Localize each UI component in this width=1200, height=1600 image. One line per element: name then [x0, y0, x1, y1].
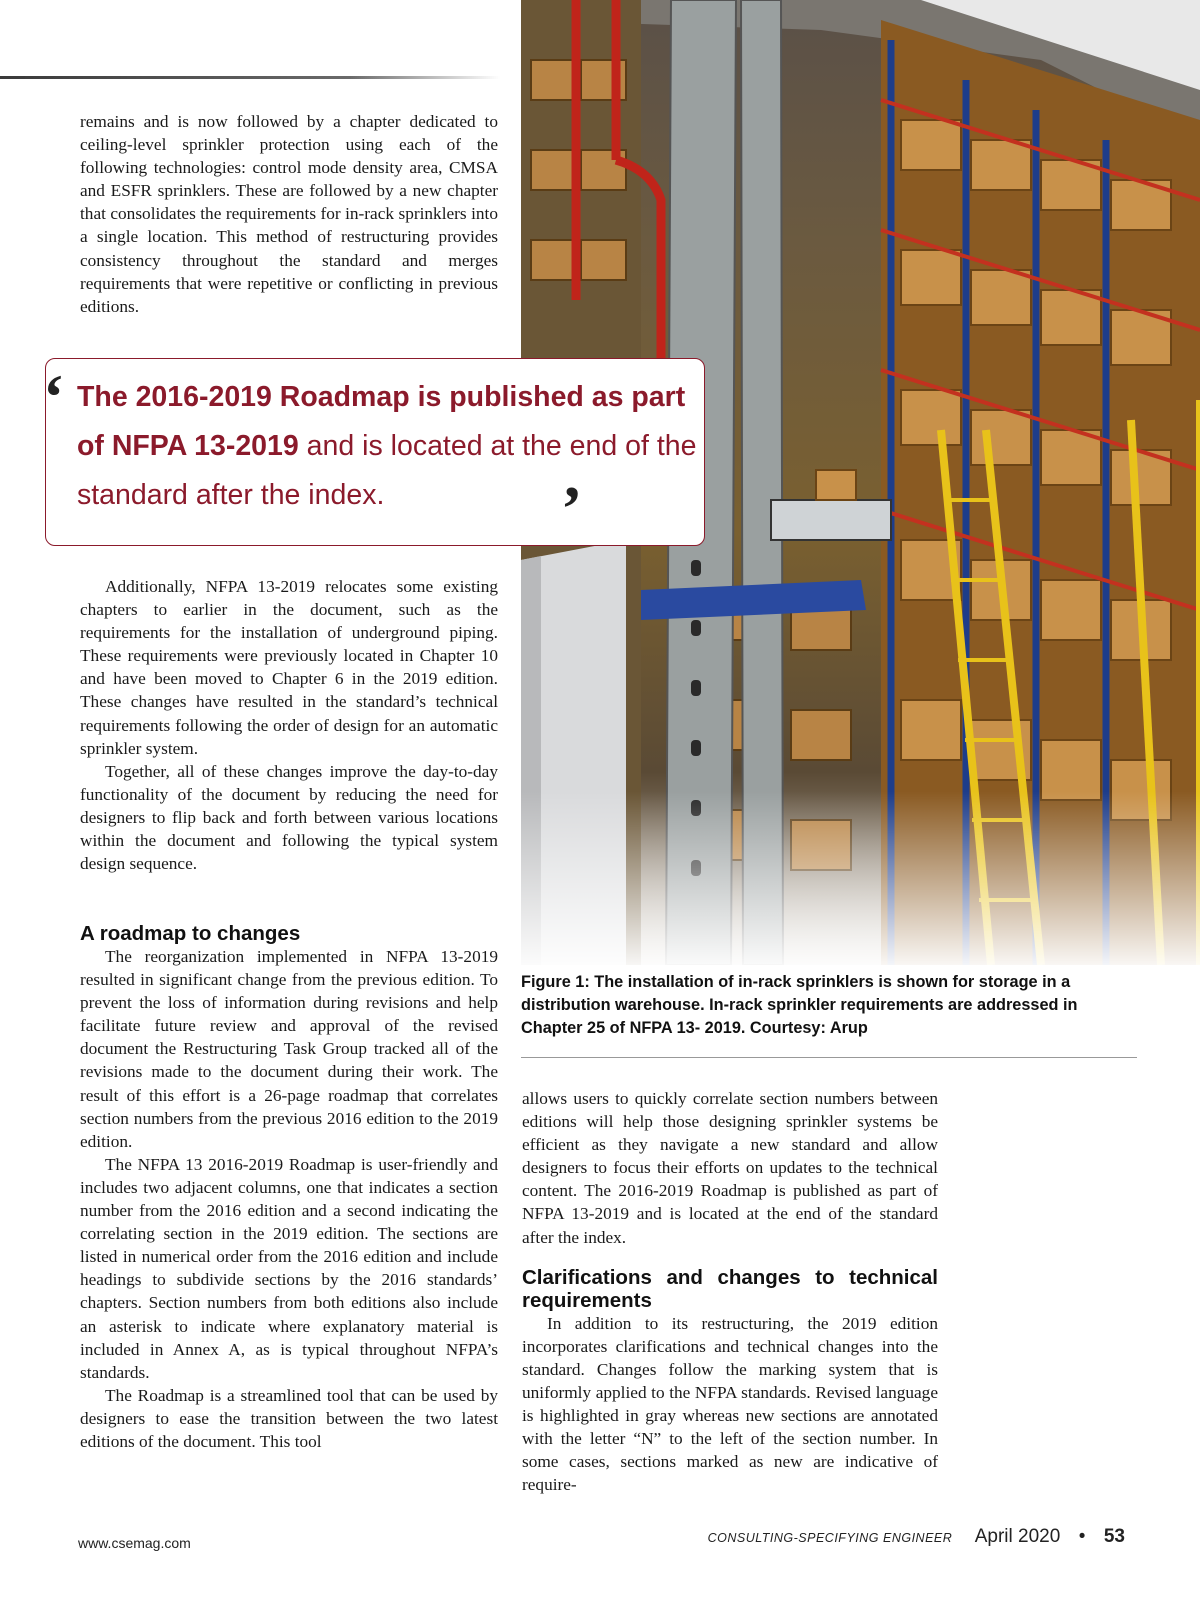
body-paragraph: Together, all of these changes improve the day-to-day functionality of the document by reducing the need for designers to flip back and forth between various locations within the document and following the typical system design sequence. [80, 761, 498, 874]
footer-publication: CONSULTING-SPECIFYING ENGINEER [707, 1531, 953, 1545]
caption-divider [521, 1057, 1137, 1058]
section-heading: Clarifications and changes to technical requirements [522, 1265, 938, 1312]
body-paragraph: allows users to quickly correlate section numbers between editions will help those designing sprinkler systems be efficient as they navigate a new standard and allow designers to focus their efforts on updates to the technical content. The 2016-2019 Roadmap is published as part of NFPA 13-2019 and is located at the end of the standard after the index. [522, 1089, 938, 1247]
body-paragraph: The reorganization implemented in NFPA 13-2019 resulted in significant change from the previous edition. To prevent the loss of information during revisions and help facilitate future review and approval of the revised document the Restructuring Task Group tracked all of the revisions made to the document during their work. The result of this effort is a 26-page roadmap that correlates section numbers from the previous 2016 edition to the 2019 edition. [80, 947, 498, 1151]
right-column [522, 1087, 938, 1496]
left-column-top [80, 110, 498, 318]
roadmap-section [80, 922, 498, 1453]
body-paragraph: In addition to its restructuring, the 2019 edition incorporates clarifications and technical changes into the standard. Changes follow the marking system that is uniformly applied to the NFPA standards. Revised language is highlighted in gray whereas new sections are annotated with the letter “N” to the left of the section number. In some cases, sections marked as new are indicative of require- [522, 1313, 938, 1495]
body-paragraph: The NFPA 13 2016-2019 Roadmap is user-friendly and includes two adjacent columns, one that indicates a section number from the 2016 edition and a second indicating the correlating section in the 2019 edition. The sections are listed in numerical order from the 2016 edition and include headings to subdivide sections by the 2016 standards’ chapters. Section numbers from both editions also include an asterisk to indicate where explanatory material is included in Annex A, as is typical throughout NFPA’s standards. [80, 1154, 498, 1382]
body-paragraph: Additionally, NFPA 13-2019 relocates some existing chapters to earlier in the document, such as the requirements for the installation of underground piping. These requirements were previously located in Chapter 10 and have been moved to Chapter 6 in the 2019 edition. These changes have resulted in the standard’s technical requirements following the order of design for an automatic sprinkler system. [80, 577, 498, 758]
pull-quote-bold: The 2016-2019 Roadmap is published as part of NFPA 13-2019 [77, 381, 686, 462]
pull-quote-regular: and is located at the end of the standard after the index. [77, 430, 697, 511]
open-quote-mark: ‘ [43, 361, 65, 432]
body-paragraph: The Roadmap is a streamlined tool that can be used by designers to ease the transition between the two latest editions of the document. This tool [80, 1385, 498, 1451]
pull-quote-text [77, 373, 697, 520]
page-number: 53 [1103, 1526, 1125, 1547]
body-paragraph: remains and is now followed by a chapter dedicated to ceiling-level sprinkler protection using each of the following technologies: control mode density area, CMSA and ESFR sprinklers. These are followed by a new chapter that consolidates the requirements for in-rack sprinklers into a single location. This method of restructuring provides consistency throughout the standard and merges requirements that were repetitive or conflicting in previous editions. [80, 112, 498, 316]
footer-info [708, 1526, 1125, 1548]
close-quote-mark: ’ [561, 473, 583, 544]
top-rule [0, 76, 500, 79]
left-column-middle [80, 575, 498, 875]
footer-date: April 2020 [974, 1526, 1061, 1547]
pull-quote [45, 358, 705, 546]
figure-caption: Figure 1: The installation of in-rack sprinklers is shown for storage in a distribution warehouse. In-rack sprinkler requirements are addressed in Chapter 25 of NFPA 13- 2019. Courtesy: Arup [521, 973, 1078, 1037]
section-heading: A roadmap to changes [80, 922, 301, 945]
footer-separator: • [1078, 1526, 1086, 1547]
footer-website[interactable]: www.csemag.com [78, 1535, 191, 1551]
